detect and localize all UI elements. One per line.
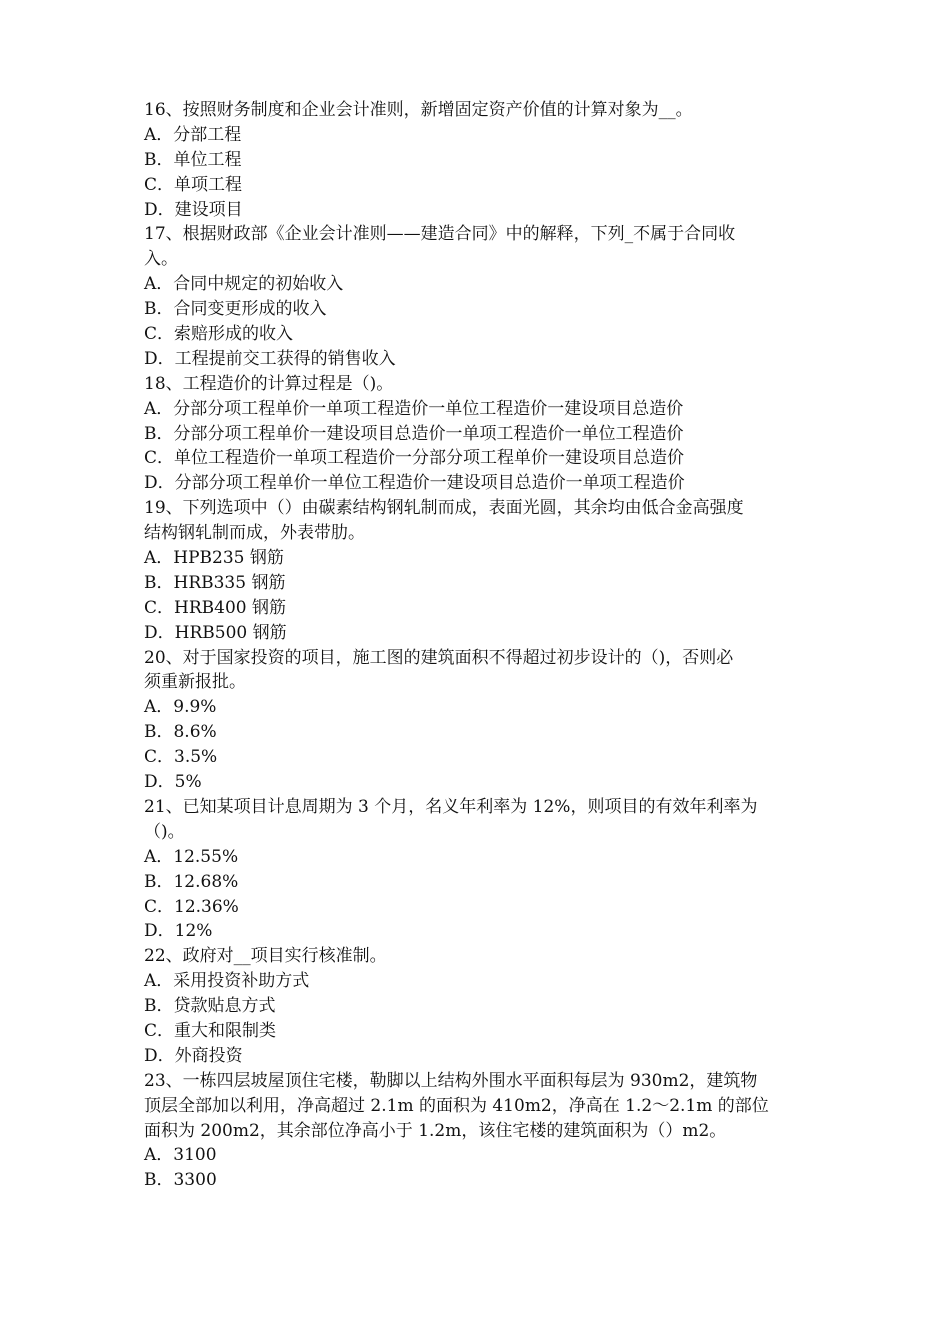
- option-d: D．分部分项工程单价一单位工程造价一建设项目总造价一单项工程造价: [144, 473, 685, 494]
- question-stem: [144, 646, 824, 696]
- option-c: C．重大和限制类: [144, 1020, 277, 1041]
- question-text-line: 顶层全部加以利用，净高超过 2.1m 的面积为 410m2，净高在 1.2～2.1m 的部位: [144, 1095, 769, 1116]
- question-19: [144, 496, 824, 645]
- question-text-line: 21、已知某项目计息周期为 3 个月，名义年利率为 12%，则项目的有效年利率为: [144, 796, 758, 817]
- question-stem: [144, 795, 824, 845]
- option-b: B．12.68%: [144, 871, 239, 892]
- option-b: B．单位工程: [144, 149, 242, 170]
- option-a: A．3100: [144, 1145, 217, 1166]
- option-d: D．HRB500 钢筋: [144, 622, 287, 643]
- question-17: [144, 222, 824, 371]
- option-b: B．HRB335 钢筋: [144, 572, 286, 593]
- option-a: A．分部工程: [144, 124, 242, 145]
- option-b: B．合同变更形成的收入: [144, 299, 327, 320]
- document-page: [144, 98, 824, 1193]
- option-d: D．工程提前交工获得的销售收入: [144, 348, 396, 369]
- option-a: A．合同中规定的初始收入: [144, 274, 344, 295]
- option-b: B．3300: [144, 1170, 217, 1191]
- option-b: B．8.6%: [144, 722, 217, 743]
- question-text-line: 19、下列选项中（）由碳素结构钢轧制而成，表面光圆，其余均由低合金高强度: [144, 498, 744, 519]
- question-21: [144, 795, 824, 944]
- option-a: A．12.55%: [144, 846, 239, 867]
- question-20: [144, 646, 824, 795]
- option-d: D．建设项目: [144, 199, 243, 220]
- question-stem: [144, 372, 824, 397]
- question-stem: [144, 496, 824, 546]
- question-text-line: 23、一栋四层坡屋顶住宅楼，勒脚以上结构外围水平面积每层为 930m2，建筑物: [144, 1070, 758, 1091]
- question-23: [144, 1069, 824, 1193]
- option-a: A．采用投资补助方式: [144, 971, 310, 992]
- question-text-line: 18、工程造价的计算过程是（)。: [144, 373, 394, 394]
- option-c: C．12.36%: [144, 896, 239, 917]
- option-a: A．9.9%: [144, 697, 217, 718]
- question-stem: [144, 222, 824, 272]
- option-c: C．单位工程造价一单项工程造价一分部分项工程单价一建设项目总造价: [144, 448, 685, 469]
- question-text-line: 22、政府对__项目实行核准制。: [144, 946, 387, 967]
- option-c: C．单项工程: [144, 174, 243, 195]
- question-text-line: 入。: [144, 249, 178, 270]
- question-16: [144, 98, 824, 222]
- option-b: B．贷款贴息方式: [144, 996, 276, 1017]
- question-text-line: 结构钢轧制而成，外表带肋。: [144, 523, 365, 544]
- question-text-line: 20、对于国家投资的项目，施工图的建筑面积不得超过初步设计的（)，否则必: [144, 647, 734, 668]
- question-18: [144, 372, 824, 496]
- option-b: B．分部分项工程单价一建设项目总造价一单项工程造价一单位工程造价: [144, 423, 684, 444]
- question-stem: [144, 98, 824, 123]
- question-text-line: 17、根据财政部《企业会计准则——建造合同》中的解释，下列_不属于合同收: [144, 224, 736, 245]
- option-d: D．5%: [144, 772, 202, 793]
- question-stem: [144, 1069, 824, 1144]
- option-c: C．HRB400 钢筋: [144, 597, 286, 618]
- option-d: D．12%: [144, 921, 213, 942]
- question-stem: [144, 944, 824, 969]
- option-a: A．HPB235 钢筋: [144, 548, 284, 569]
- option-c: C．3.5%: [144, 747, 218, 768]
- question-22: [144, 944, 824, 1068]
- question-text-line: （)。: [144, 821, 185, 842]
- option-a: A．分部分项工程单价一单项工程造价一单位工程造价一建设项目总造价: [144, 398, 684, 419]
- question-text-line: 面积为 200m2，其余部位净高小于 1.2m，该住宅楼的建筑面积为（）m2。: [144, 1120, 727, 1141]
- option-c: C．索赔形成的收入: [144, 324, 294, 345]
- option-d: D．外商投资: [144, 1045, 243, 1066]
- question-text-line: 16、按照财务制度和企业会计准则，新增固定资产价值的计算对象为__。: [144, 100, 693, 120]
- question-text-line: 须重新报批。: [144, 672, 246, 693]
